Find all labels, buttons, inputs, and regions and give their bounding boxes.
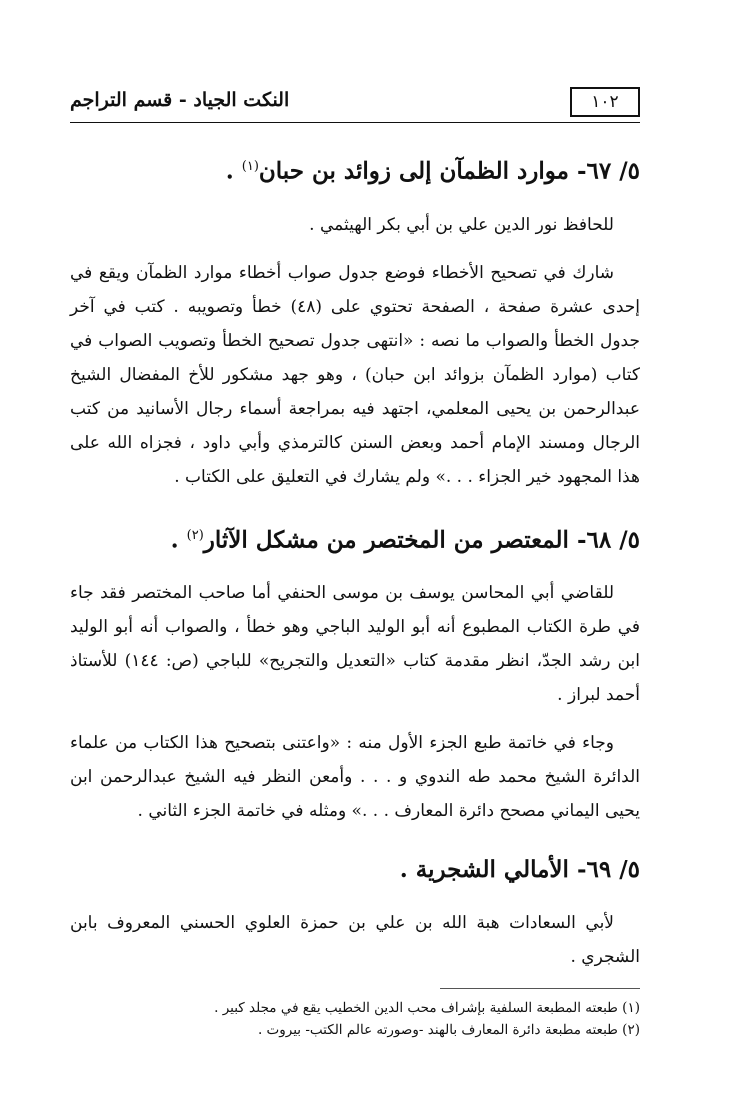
- entry-title-69: [70, 854, 640, 886]
- paragraph: شارك في تصحيح الأخطاء فوضع جدول صواب أخطاء موارد الظمآن ويقع في إحدى عشرة صفحة ، الصفحة تحتوي على (٤٨) خطأ وتصويبه . كتب في آخر جدول الخطأ والصواب ما نصه : «انتهى جدول تصحيح الخطأ وتصويب الصواب في كتاب (موارد الظمآن بزوائد ابن حبان) ، وهو جهد مشكور للأخ المفضال الشيخ عبدالرحمن بن يحيى المعلمي، اجتهد فيه بمراجعة أسماء رجال الأسانيد من كتب الرجال ومسند الإمام أحمد وبعض السنن كالترمذي وأبي داود ، فجزاه الله على هذا المجهود خير الجزاء . . .» ولم يشارك في التعليق على الكتاب .: [70, 262, 641, 487]
- page-number: ١٠٢: [570, 87, 640, 117]
- footnote-ref-2: (٢): [186, 527, 204, 543]
- entry-title-68-text: ٥/ ٦٨- المعتصر من المختصر من مشكل الآثار: [203, 526, 640, 554]
- footnote-1: (١) طبعته المطبعة السلفية بإشراف محب الدين الخطيب يقع في مجلد كبير .: [214, 1000, 640, 1017]
- page-header: [70, 85, 640, 125]
- footnote-2: (٢) طبعته مطبعة دائرة المعارف بالهند -وصورته عالم الكتب- بيروت .: [257, 1022, 640, 1039]
- paragraph: للحافظ نور الدين علي بن أبي بكر الهيثمي .: [309, 214, 614, 235]
- footnote-rule: [440, 988, 640, 989]
- paragraph: وجاء في خاتمة طبع الجزء الأول منه : «واعتنى بتصحيح هذا الكتاب من علماء الدائرة الشيخ محمد طه الندوي و . . . وأمعن النظر فيه الشيخ عبدالرحمن ابن يحيى اليماني مصحح دائرة المعارف . . .» ومثله في خاتمة الجزء الثاني .: [70, 733, 640, 822]
- running-title: النكت الجياد - قسم التراجم: [70, 89, 290, 111]
- entry-title-67: ٥/ ٦٧- موارد الظمآن إلى زوائد بن حبان$^{(١)}$ .: [225, 157, 640, 185]
- entry-title-69-text: ٥/ ٦٩- الأمالي الشجرية .: [399, 856, 640, 884]
- paragraph: لأبي السعادات هبة الله بن علي بن حمزة العلوي الحسني المعروف بابن الشجري .: [70, 913, 640, 968]
- footnote-ref-1: (١): [241, 159, 259, 174]
- book-page: [70, 85, 640, 1045]
- paragraph: للقاضي أبي المحاسن يوسف بن موسى الحنفي أما صاحب المختصر فقد جاء في طرة الكتاب المطبوع أنه أبو الوليد الباجي وهو خطأ ، والصواب أنه أبو الوليد ابن رشد الجدّ، انظر مقدمة كتاب «التعديل والتجريح» للباجي (ص: ١٤٤) للأستاذ أحمد لبراز .: [70, 583, 640, 706]
- entry-title-68: ٥/ ٦٨- المعتصر من المختصر من مشكل الآثار$^{(٢)}$ .: [170, 526, 640, 554]
- header-rule: [70, 122, 640, 123]
- entry-title-67-text: ٥/ ٦٧- موارد الظمآن إلى زوائد بن حبان: [258, 157, 640, 185]
